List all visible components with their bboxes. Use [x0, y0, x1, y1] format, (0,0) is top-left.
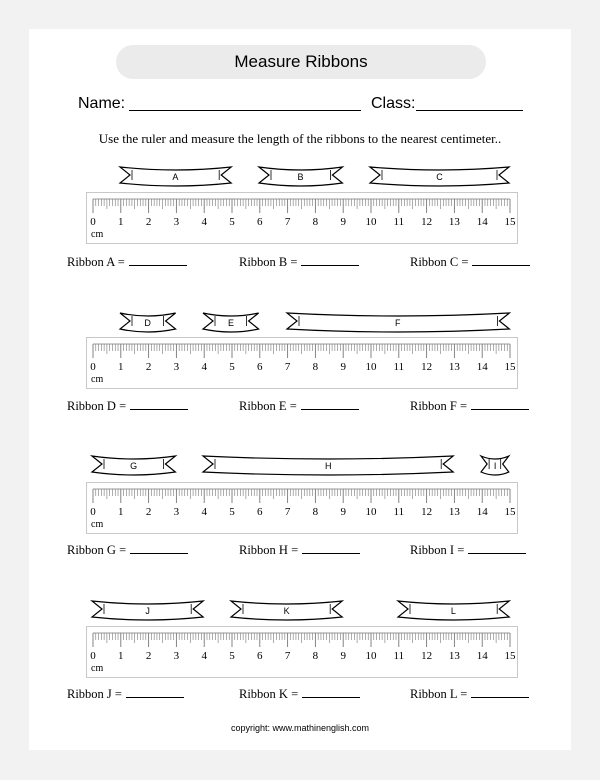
ribbon-label: C: [436, 172, 443, 182]
ruler-number: 3: [173, 506, 180, 518]
ruler-number: 8: [312, 650, 319, 662]
answer-row: [239, 543, 360, 558]
answer-label: Ribbon E =: [239, 399, 297, 413]
ruler-number: 14: [476, 650, 488, 662]
ruler-number: 3: [173, 650, 180, 662]
ruler-unit: cm: [91, 229, 104, 240]
ruler-number: 7: [284, 506, 291, 518]
ruler-number: 3: [173, 216, 180, 228]
ruler-number: 12: [421, 650, 433, 662]
answer-blank[interactable]: [130, 544, 188, 554]
ruler-number: 15: [504, 361, 516, 373]
instructions: Use the ruler and measure the length of the ribbons to the nearest centimeter..: [98, 131, 502, 146]
ruler-number: 14: [476, 216, 488, 228]
copyright: copyright: www.mathinenglish.com: [230, 723, 370, 733]
ruler-number: 5: [229, 506, 235, 518]
ruler-number: 6: [257, 216, 263, 228]
answer-row: [67, 543, 188, 558]
ruler-number: 0: [90, 506, 96, 518]
ruler-number: 10: [365, 216, 377, 228]
ruler-number: 11: [393, 361, 405, 373]
ruler-number: 5: [229, 650, 235, 662]
ruler-unit: cm: [91, 519, 104, 530]
answer-row: [410, 255, 530, 270]
ruler: [86, 626, 518, 678]
ruler-number: 4: [201, 650, 207, 662]
ruler-number: 15: [504, 650, 516, 662]
answer-row: [67, 399, 188, 414]
ruler-number: 12: [421, 216, 433, 228]
ribbon-label: L: [450, 606, 456, 616]
ribbon-label: B: [297, 172, 304, 182]
ruler-number: 5: [229, 216, 235, 228]
ruler-number: 10: [365, 361, 377, 373]
ruler-number: 2: [145, 650, 152, 662]
ruler-number: 9: [340, 506, 346, 518]
answer-label: Ribbon D =: [67, 399, 127, 413]
ruler-number: 1: [118, 650, 124, 662]
answer-row: [239, 255, 359, 270]
name-label: Name:: [78, 95, 126, 112]
ruler-number: 15: [504, 506, 516, 518]
ruler-number: 14: [476, 361, 488, 373]
name-field[interactable]: [129, 96, 361, 111]
answer-blank[interactable]: [468, 544, 526, 554]
answer-label: Ribbon J =: [67, 687, 122, 701]
answer-blank[interactable]: [301, 400, 359, 410]
answer-blank[interactable]: [129, 256, 187, 266]
ruler-number: 3: [173, 361, 180, 373]
answer-blank[interactable]: [130, 400, 188, 410]
ruler-number: 4: [201, 361, 207, 373]
answer-label: Ribbon L =: [410, 687, 468, 701]
ruler-number: 7: [284, 650, 291, 662]
answer-row: [67, 687, 184, 702]
class-field[interactable]: [416, 96, 523, 111]
answer-row: [410, 399, 529, 414]
ribbon-label: K: [283, 606, 290, 616]
ruler-number: 1: [118, 506, 124, 518]
ruler-number: 15: [504, 216, 516, 228]
ruler-number: 8: [312, 361, 319, 373]
ruler-number: 1: [118, 361, 124, 373]
answer-row: [67, 255, 187, 270]
ruler: [86, 192, 518, 244]
answer-label: Ribbon A =: [67, 255, 125, 269]
answer-label: Ribbon K =: [239, 687, 299, 701]
ribbon-label: F: [395, 318, 401, 328]
ruler-unit: cm: [91, 374, 104, 385]
ribbon-label: E: [227, 318, 235, 328]
ruler-number: 10: [365, 506, 377, 518]
ruler: [86, 482, 518, 534]
ruler-number: 13: [448, 650, 460, 662]
ruler-number: 11: [393, 216, 405, 228]
ribbon-label: G: [130, 461, 138, 471]
ruler-number: 13: [448, 506, 460, 518]
ruler-number: 0: [90, 361, 96, 373]
ruler-number: 9: [340, 650, 346, 662]
answer-blank[interactable]: [302, 544, 360, 554]
ruler-number: 10: [365, 650, 377, 662]
answer-blank[interactable]: [126, 688, 184, 698]
ruler: [86, 337, 518, 389]
answer-label: Ribbon I =: [410, 543, 465, 557]
answer-row: [410, 687, 529, 702]
ruler-number: 14: [476, 506, 488, 518]
ruler-number: 4: [201, 506, 207, 518]
ruler-number: 12: [421, 361, 433, 373]
ruler-number: 6: [257, 361, 263, 373]
ribbon-label: A: [172, 172, 179, 182]
ruler-number: 4: [201, 216, 207, 228]
ruler-number: 1: [118, 216, 124, 228]
ruler-number: 11: [393, 650, 405, 662]
answer-blank[interactable]: [302, 688, 360, 698]
answer-label: Ribbon F =: [410, 399, 468, 413]
answer-row: [239, 399, 359, 414]
ruler-number: 9: [340, 216, 346, 228]
answer-label: Ribbon H =: [239, 543, 299, 557]
answer-label: Ribbon B =: [239, 255, 298, 269]
ruler-number: 2: [145, 216, 152, 228]
ruler-number: 13: [448, 361, 460, 373]
ruler-number: 8: [312, 216, 319, 228]
ribbon-label: D: [144, 318, 151, 328]
answer-blank[interactable]: [471, 688, 529, 698]
ribbon-label: H: [325, 461, 332, 471]
answer-row: [410, 543, 526, 558]
answer-label: Ribbon C =: [410, 255, 469, 269]
answer-blank[interactable]: [301, 256, 359, 266]
ruler-number: 12: [421, 506, 433, 518]
ruler-number: 0: [90, 216, 96, 228]
ruler-number: 6: [257, 650, 263, 662]
ruler-number: 6: [257, 506, 263, 518]
ruler-number: 13: [448, 216, 460, 228]
answer-row: [239, 687, 360, 702]
ruler-number: 2: [145, 361, 152, 373]
ruler-number: 7: [284, 216, 291, 228]
answer-blank[interactable]: [471, 400, 529, 410]
ruler-number: 0: [90, 650, 96, 662]
ribbon-label: I: [493, 461, 497, 471]
ruler-number: 2: [145, 506, 152, 518]
answer-label: Ribbon G =: [67, 543, 127, 557]
ruler-unit: cm: [91, 663, 104, 674]
ribbon-label: J: [145, 606, 150, 616]
ruler-number: 7: [284, 361, 291, 373]
ruler-number: 11: [393, 506, 405, 518]
ruler-number: 5: [229, 361, 235, 373]
page-title: Measure Ribbons: [116, 45, 486, 79]
answer-blank[interactable]: [472, 256, 530, 266]
class-label: Class:: [371, 95, 416, 112]
ruler-number: 8: [312, 506, 319, 518]
ruler-number: 9: [340, 361, 346, 373]
